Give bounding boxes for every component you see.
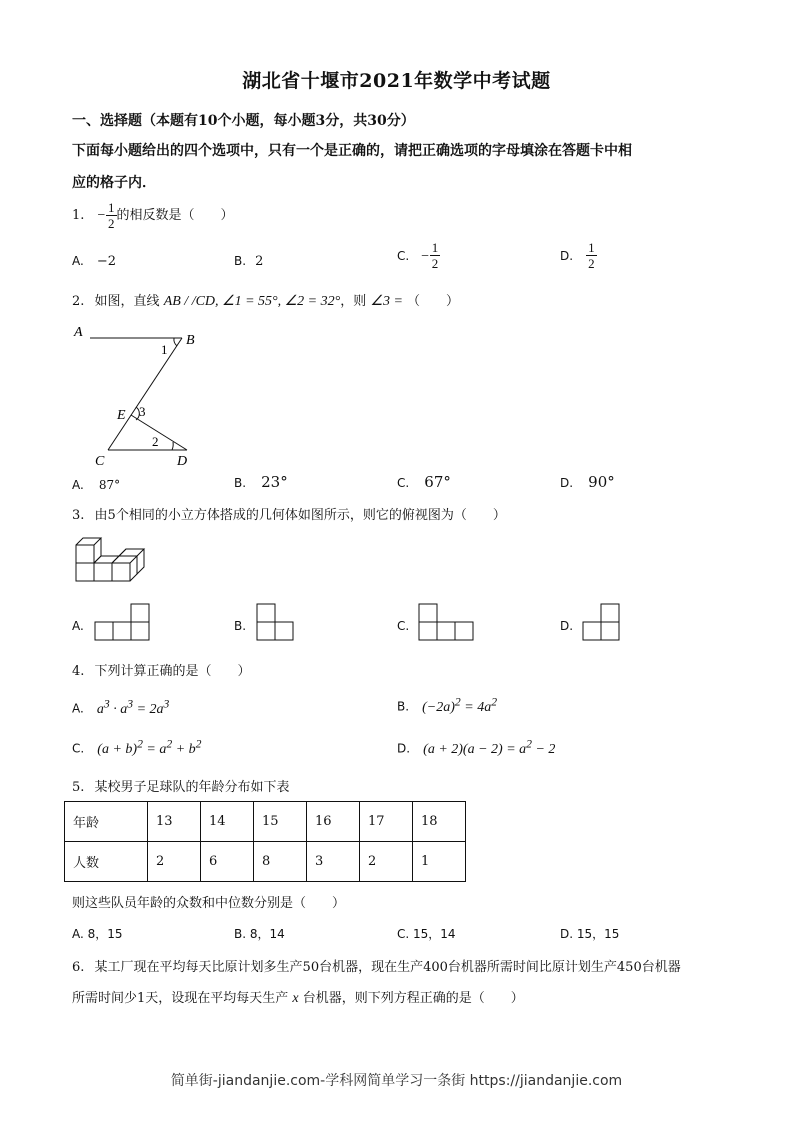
angle-2-label: 2: [152, 434, 159, 449]
question-text: 所需时间少1天，设现在平均每天生产: [72, 991, 289, 1006]
variable-x: x: [292, 991, 299, 1006]
q4-option-b[interactable]: [397, 695, 497, 716]
question-4: [72, 660, 251, 679]
option-value: 90°: [588, 473, 615, 491]
numerator: 1: [431, 240, 439, 255]
q5-question: 则这些队员年龄的众数和中位数分别是（ ）: [72, 896, 346, 911]
question-text: 台机器，则下列方程正确的是（ ）: [302, 991, 524, 1006]
option-value: −2: [96, 254, 117, 269]
question-1: [72, 200, 234, 231]
line-ed: [131, 415, 187, 450]
q4-option-a[interactable]: [72, 697, 169, 718]
option-label: B.: [234, 476, 247, 490]
line-bc: [108, 338, 182, 450]
q5-option-d[interactable]: D. 15，15: [560, 927, 620, 941]
point-c-label: C: [95, 454, 105, 469]
question-number: 1.: [72, 208, 85, 223]
table-cell: 16: [307, 802, 360, 842]
option-label: B.: [397, 699, 410, 714]
option-expression: $(a + 2)(a - 2) = a^2 - 2$: [423, 737, 556, 757]
table-cell: 6: [201, 842, 254, 882]
q5-option-a[interactable]: A. 8，15: [72, 927, 123, 941]
question-text: 如图，直线: [94, 294, 160, 309]
denominator: 2: [588, 256, 595, 271]
q2-option-d[interactable]: [560, 472, 615, 491]
question-text: 由5个相同的小立方体搭成的几何体如图所示，则它的俯视图为（ ）: [94, 508, 506, 523]
q2-option-b[interactable]: [234, 472, 288, 491]
option-label: D.: [397, 741, 411, 756]
option-value: 87°: [98, 478, 121, 492]
table-cell: 3: [307, 842, 360, 882]
table-cell: 人数: [65, 842, 148, 882]
point-a-label: A: [74, 325, 83, 340]
q1-option-b[interactable]: [234, 250, 263, 269]
option-expression: $(a + b)^2 = a^2 + b^2$: [97, 737, 202, 757]
q3-option-b[interactable]: [234, 615, 246, 634]
option-value: 2: [255, 254, 264, 269]
point-b-label: B: [186, 333, 195, 348]
q4-option-c[interactable]: [72, 737, 201, 758]
point-e-label: E: [117, 408, 126, 423]
question-5: [72, 776, 290, 795]
angle-3-label: 3: [139, 404, 146, 419]
option-expression: $(-2a)^2 = 4a^2$: [422, 695, 498, 715]
q3-option-a[interactable]: [72, 615, 84, 634]
option-label: D.: [560, 476, 574, 490]
table-cell: 年龄: [65, 802, 148, 842]
table-cell: 13: [148, 802, 201, 842]
fraction: [106, 200, 117, 231]
table-row: [65, 802, 466, 842]
angle-2-arc: [172, 442, 173, 450]
option-label: A.: [72, 701, 84, 716]
top-view-option-b: [256, 603, 296, 641]
option-label: B.: [234, 254, 247, 268]
table-row: [65, 842, 466, 882]
age-distribution-table: [64, 801, 466, 882]
table-cell: 1: [413, 842, 466, 882]
point-d-label: D: [177, 454, 188, 469]
math-expression: AB / /CD, ∠1 = 55°, ∠2 = 32°: [163, 294, 341, 309]
numerator: 1: [588, 240, 595, 255]
question-text: ，则: [340, 294, 367, 309]
table-cell: 15: [254, 802, 307, 842]
question-text: 某校男子足球队的年龄分布如下表: [94, 780, 290, 795]
angle-1-label: 1: [161, 342, 168, 357]
question-3: [72, 504, 506, 523]
top-view-option-d: [582, 603, 622, 641]
question-text: 某工厂现在平均每天比原计划多生产50台机器，现在生产400台机器所需时间比原计划生产450台机器: [94, 960, 681, 975]
top-view-option-a: [94, 603, 152, 641]
q1-option-c[interactable]: [397, 240, 440, 271]
option-label: C.: [397, 619, 410, 633]
fraction: [586, 240, 597, 271]
question-number: 6.: [72, 960, 85, 975]
denominator: 2: [108, 216, 115, 231]
instructions-line-2: 应的格子内．: [72, 175, 156, 191]
option-label: C.: [72, 741, 85, 756]
question-number: 5.: [72, 780, 85, 795]
q5-option-b[interactable]: B. 8，14: [234, 927, 285, 941]
q1-option-a[interactable]: [72, 250, 116, 269]
option-label: A.: [72, 619, 84, 633]
option-label: A.: [72, 254, 84, 268]
option-label: C.: [397, 249, 410, 263]
q2-option-c[interactable]: [397, 472, 451, 491]
table-cell: 18: [413, 802, 466, 842]
question-number: 3.: [72, 508, 85, 523]
instructions-line-1: 下面每小题给出的四个选项中，只有一个是正确的，请把正确选项的字母填涂在答题卡中相: [72, 143, 632, 159]
footer-watermark: 简单街-jiandanjie.com-学科网简单学习一条街 https://jiandanjie.com: [170, 1073, 623, 1089]
top-view-option-c: [418, 603, 476, 641]
option-label: D.: [560, 249, 574, 263]
question-number: 4.: [72, 664, 85, 679]
numerator: 1: [108, 200, 115, 215]
minus-sign: −: [96, 208, 106, 223]
question-text: 下列计算正确的是（ ）: [94, 664, 251, 679]
question-6: [72, 956, 732, 975]
math-expression: ∠3 =: [370, 294, 403, 309]
option-expression: $a^3 \cdot a^3 = 2a^3$: [96, 697, 170, 717]
question-text: （ ）: [407, 294, 460, 309]
question-number: 2.: [72, 294, 85, 309]
q3-option-c[interactable]: [397, 615, 409, 634]
table-cell: 2: [148, 842, 201, 882]
question-6-line-2: [72, 987, 524, 1007]
cube-face: [76, 545, 94, 563]
q4-option-d[interactable]: [397, 737, 555, 758]
minus-sign: −: [420, 249, 430, 264]
cube-face: [112, 563, 130, 581]
cube-face: [76, 563, 94, 581]
fraction: [430, 240, 441, 271]
table-cell: 8: [254, 842, 307, 882]
option-label: D.: [560, 619, 574, 633]
option-label: C.: [397, 476, 410, 490]
question-text: 的相反数是（ ）: [116, 208, 234, 223]
cube-solid-figure: [74, 533, 154, 585]
option-label: B.: [234, 619, 247, 633]
denominator: 2: [431, 256, 439, 271]
parallel-lines-figure: [70, 322, 200, 472]
option-value: 23°: [261, 473, 288, 491]
cube-face: [94, 563, 112, 581]
section-heading: 一、选择题（本题有10个小题，每小题3分，共30分）: [72, 113, 415, 129]
question-2: [72, 290, 459, 310]
q5-option-c[interactable]: C. 15，14: [397, 927, 456, 941]
angle-1-arc: [174, 338, 177, 346]
option-value: 67°: [424, 473, 451, 491]
table-cell: 14: [201, 802, 254, 842]
q2-option-a[interactable]: [72, 474, 120, 493]
q3-option-d[interactable]: [560, 615, 573, 634]
page-title: 湖北省十堰市2021年数学中考试题: [242, 70, 551, 92]
table-cell: 2: [360, 842, 413, 882]
q1-option-d[interactable]: [560, 240, 597, 271]
table-cell: 17: [360, 802, 413, 842]
option-label: A.: [72, 478, 84, 492]
